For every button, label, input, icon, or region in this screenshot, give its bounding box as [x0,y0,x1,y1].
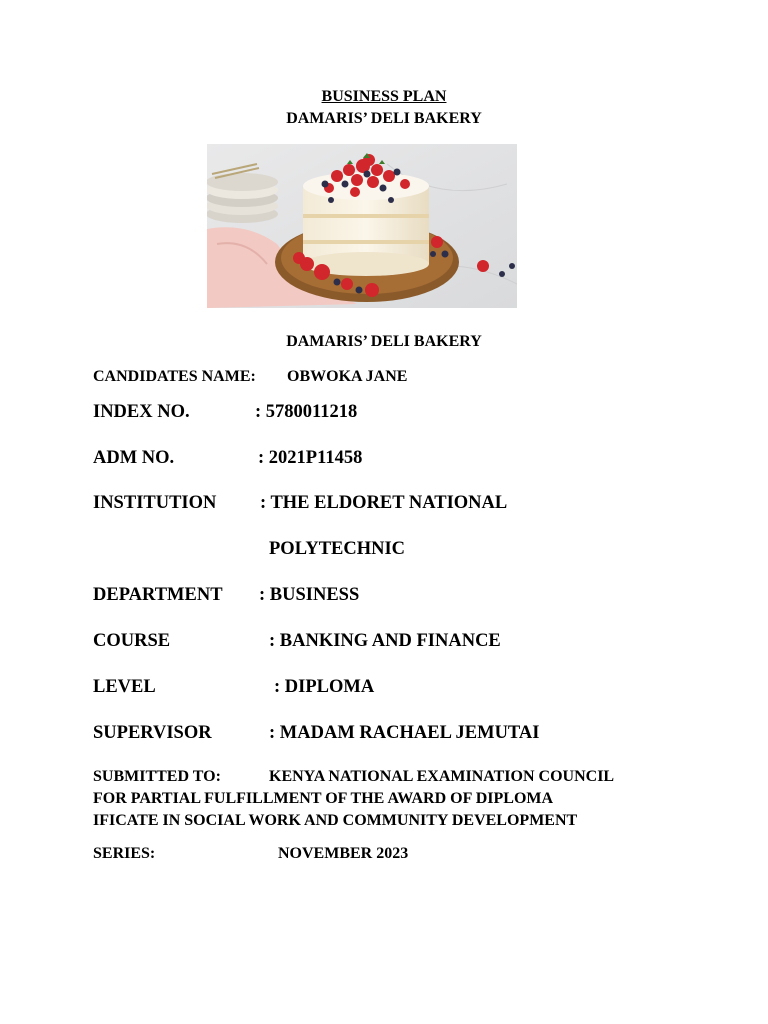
level-label: LEVEL [93,677,156,697]
index-no-value: : 5780011218 [255,402,358,422]
course-value: : BANKING AND FINANCE [269,631,501,651]
course-row [93,631,693,653]
supervisor-value: : MADAM RACHAEL JEMUTAI [269,723,540,743]
level-row [93,677,693,699]
candidate-name-label: CANDIDATES NAME: [93,368,256,385]
candidate-name-row [93,368,693,388]
series-label: SERIES: [93,845,156,862]
level-value: : DIPLOMA [274,677,375,697]
institution-value: : THE ELDORET NATIONAL [260,493,508,513]
institution-label: INSTITUTION [93,493,217,513]
series-value: NOVEMBER 2023 [278,845,409,862]
department-row [93,585,693,607]
department-label: DEPARTMENT [93,585,223,605]
supervisor-row [93,723,693,745]
institution-row [93,493,713,515]
index-no-row [93,402,693,424]
document-title: BUSINESS PLAN [321,88,447,105]
series-row [93,845,693,865]
adm-no-value: : 2021P11458 [258,448,363,468]
submitted-to-label: SUBMITTED TO: [93,768,221,785]
course-label: COURSE [93,631,171,651]
department-value: : BUSINESS [259,585,360,605]
submitted-to-row [93,768,713,788]
supervisor-label: SUPERVISOR [93,723,212,743]
submission-line-2: FOR PARTIAL FULFILLMENT OF THE AWARD OF DIPLOMA [93,790,554,807]
business-subtitle: DAMARIS’ DELI BAKERY [286,333,482,350]
business-name-heading: DAMARIS’ DELI BAKERY [286,110,482,127]
candidate-name-value: OBWOKA JANE [287,368,408,385]
adm-no-row [93,448,693,470]
index-no-label: INDEX NO. [93,402,190,422]
institution-value-cont: POLYTECHNIC [269,539,406,559]
adm-no-label: ADM NO. [93,448,175,468]
submission-line-3: IFICATE IN SOCIAL WORK AND COMMUNITY DEVELOPMENT [93,812,578,829]
institution-row-cont [93,539,693,561]
submitted-to-value: KENYA NATIONAL EXAMINATION COUNCIL [269,768,615,785]
cake-photo [207,144,517,308]
